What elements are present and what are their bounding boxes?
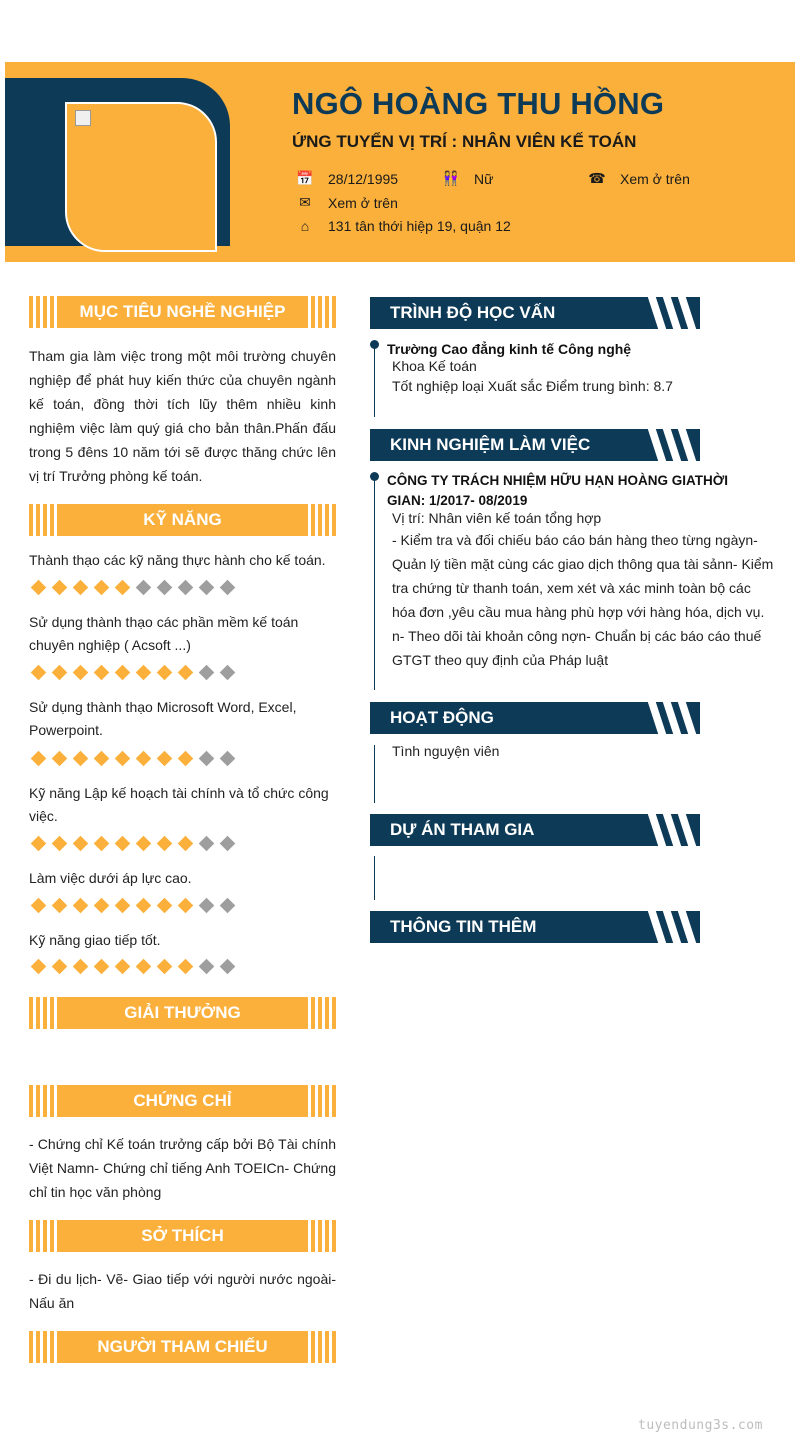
rating-diamond-icon <box>199 959 215 975</box>
rating-diamond-icon <box>220 580 236 596</box>
email-info <box>296 194 398 211</box>
activities-heading: HOẠT ĐỘNG <box>370 702 700 734</box>
rating-diamond-icon <box>199 898 215 914</box>
broken-image-icon <box>75 110 91 126</box>
rating-diamond-icon <box>178 665 194 681</box>
rating-diamond-icon <box>178 580 194 596</box>
experience-role: Vị trí: Nhân viên kế toán tổng hợp <box>392 510 602 526</box>
rating-diamond-icon <box>31 665 47 681</box>
rating-diamond-icon <box>220 665 236 681</box>
hobbies-heading: SỞ THÍCH <box>29 1220 336 1252</box>
rating-diamond-icon <box>94 959 110 975</box>
rating-diamond-icon <box>115 580 131 596</box>
rating-diamond-icon <box>178 836 194 852</box>
experience-heading: KINH NGHIỆM LÀM VIỆC <box>370 429 700 461</box>
gender-info <box>442 170 493 187</box>
rating-diamond-icon <box>73 959 89 975</box>
rating-diamond-icon <box>220 959 236 975</box>
address-value: 131 tân thới hiệp 19, quận 12 <box>328 218 511 234</box>
rating-diamond-icon <box>199 580 215 596</box>
rating-diamond-icon <box>31 580 47 596</box>
avatar <box>65 102 217 252</box>
objective-text: Tham gia làm việc trong một môi trường chuyên nghiệp để phát huy kiến thức của chuyên ngành kế toán, đồng thời tích lũy thêm nhiều kinh nghiệm việc làm quý giá cho bản thân.Phấn đấu trong 5 đêns 10 năm tới sẽ được thăng chức lên vị trí Trưởng phòng kế toán. <box>29 348 336 484</box>
rating-diamond-icon <box>52 751 68 767</box>
rating-diamond-icon <box>52 959 68 975</box>
watermark: tuyendung3s.com <box>638 1418 763 1433</box>
rating-diamond-icon <box>136 580 152 596</box>
rating-diamond-icon <box>136 898 152 914</box>
skill-rating <box>33 750 243 764</box>
rating-diamond-icon <box>73 751 89 767</box>
education-major: Khoa Kế toán <box>392 358 477 374</box>
timeline-line <box>374 856 375 900</box>
rating-diamond-icon <box>115 898 131 914</box>
skill-rating <box>33 664 243 678</box>
rating-diamond-icon <box>136 836 152 852</box>
home-icon: ⌂ <box>300 218 310 234</box>
rating-diamond-icon <box>157 898 173 914</box>
rating-diamond-icon <box>73 898 89 914</box>
skill-name: Kỹ năng Lập kế hoạch tài chính và tổ chức công việc. <box>29 785 329 824</box>
skill-name: Sử dụng thành thạo các phần mềm kế toán chuyên nghiệp ( Acsoft ...) <box>29 614 299 653</box>
rating-diamond-icon <box>52 898 68 914</box>
hobbies-text: - Đi du lịch- Vẽ- Giao tiếp với người nước ngoài- Nấu ăn <box>29 1271 336 1311</box>
certificates-heading: CHỨNG CHỈ <box>29 1085 336 1117</box>
rating-diamond-icon <box>73 836 89 852</box>
rating-diamond-icon <box>31 959 47 975</box>
references-heading: NGƯỜI THAM CHIẾU <box>29 1331 336 1363</box>
education-result: Tốt nghiệp loại Xuất sắc Điểm trung bình: 8.7 <box>392 378 673 394</box>
projects-heading: DỰ ÁN THAM GIA <box>370 814 700 846</box>
rating-diamond-icon <box>115 665 131 681</box>
rating-diamond-icon <box>157 836 173 852</box>
rating-diamond-icon <box>94 836 110 852</box>
rating-diamond-icon <box>73 665 89 681</box>
rating-diamond-icon <box>178 751 194 767</box>
skill-rating <box>33 897 243 911</box>
timeline-line <box>374 345 375 417</box>
rating-diamond-icon <box>157 751 173 767</box>
rating-diamond-icon <box>157 959 173 975</box>
birthday-info <box>296 170 398 187</box>
cv-header <box>5 62 795 262</box>
skill-rating <box>33 958 243 972</box>
rating-diamond-icon <box>52 836 68 852</box>
rating-diamond-icon <box>31 751 47 767</box>
phone-value: Xem ở trên <box>620 170 690 187</box>
awards-heading: GIẢI THƯỞNG <box>29 997 336 1029</box>
skill-name: Thành thạo các kỹ năng thực hành cho kế toán. <box>29 552 326 568</box>
rating-diamond-icon <box>31 898 47 914</box>
calendar-icon: 📅 <box>296 170 314 186</box>
rating-diamond-icon <box>199 751 215 767</box>
phone-info <box>588 170 690 187</box>
rating-diamond-icon <box>136 665 152 681</box>
rating-diamond-icon <box>73 580 89 596</box>
rating-diamond-icon <box>115 836 131 852</box>
rating-diamond-icon <box>199 836 215 852</box>
skill-rating <box>33 579 243 593</box>
address-info <box>296 218 511 234</box>
rating-diamond-icon <box>220 836 236 852</box>
candidate-name: NGÔ HOÀNG THU HỒNG <box>292 86 665 121</box>
skill-rating <box>33 835 243 849</box>
timeline-line <box>374 477 375 690</box>
rating-diamond-icon <box>115 959 131 975</box>
activities-text: Tình nguyện viên <box>392 743 500 759</box>
rating-diamond-icon <box>157 665 173 681</box>
rating-diamond-icon <box>52 665 68 681</box>
extra-info-heading: THÔNG TIN THÊM <box>370 911 700 943</box>
rating-diamond-icon <box>31 836 47 852</box>
rating-diamond-icon <box>178 898 194 914</box>
rating-diamond-icon <box>94 751 110 767</box>
email-value: Xem ở trên <box>328 194 398 211</box>
phone-icon: ☎ <box>588 170 606 186</box>
birthday-value: 28/12/1995 <box>328 170 399 187</box>
rating-diamond-icon <box>94 665 110 681</box>
skills-heading: KỸ NĂNG <box>29 504 336 536</box>
rating-diamond-icon <box>220 898 236 914</box>
skill-name: Kỹ năng giao tiếp tốt. <box>29 932 161 948</box>
rating-diamond-icon <box>136 959 152 975</box>
rating-diamond-icon <box>157 580 173 596</box>
rating-diamond-icon <box>115 751 131 767</box>
rating-diamond-icon <box>199 665 215 681</box>
applied-position: ỨNG TUYỂN VỊ TRÍ : NHÂN VIÊN KẾ TOÁN <box>292 132 637 151</box>
skill-name: Sử dụng thành thạo Microsoft Word, Excel, Powerpoint. <box>29 699 297 738</box>
experience-description: - Kiểm tra và đối chiếu báo cáo bán hàng theo từng ngàyn- Quản lý tiền mặt cùng các giao dịch thông qua tài sảnn- Kiểm tra chứng từ thanh toán, xem xét và xác minh toàn bộ các hóa đơn ,yêu cầu mua hàng phù hợp với hàng hóa, dịch vụ. n- Theo dõi tài khoản công nợn- Chuẩn bị các báo cáo thuế GTGT theo quy định của Pháp luật <box>392 532 774 668</box>
skill-name: Làm việc dưới áp lực cao. <box>29 870 192 886</box>
gender-value: Nữ <box>474 170 494 187</box>
education-heading: TRÌNH ĐỘ HỌC VẤN <box>370 297 700 329</box>
avatar-frame <box>5 78 230 246</box>
education-school: Trường Cao đẳng kinh tế Công nghệ <box>387 341 632 357</box>
rating-diamond-icon <box>220 751 236 767</box>
rating-diamond-icon <box>178 959 194 975</box>
rating-diamond-icon <box>52 580 68 596</box>
rating-diamond-icon <box>136 751 152 767</box>
rating-diamond-icon <box>94 580 110 596</box>
objective-heading: MỤC TIÊU NGHỀ NGHIỆP <box>29 296 336 328</box>
people-icon: 👭 <box>442 170 460 186</box>
envelope-icon: ✉ <box>299 194 311 210</box>
rating-diamond-icon <box>94 898 110 914</box>
certificates-text: - Chứng chỉ Kế toán trưởng cấp bởi Bộ Tài chính Việt Namn- Chứng chỉ tiếng Anh TOEICn- Chứng chỉ tin học văn phòng <box>29 1136 336 1200</box>
experience-company: CÔNG TY TRÁCH NHIỆM HỮU HẠN HOÀNG GIATHỜI GIAN: 1/2017- 08/2019 <box>387 473 728 508</box>
timeline-line <box>374 745 375 803</box>
